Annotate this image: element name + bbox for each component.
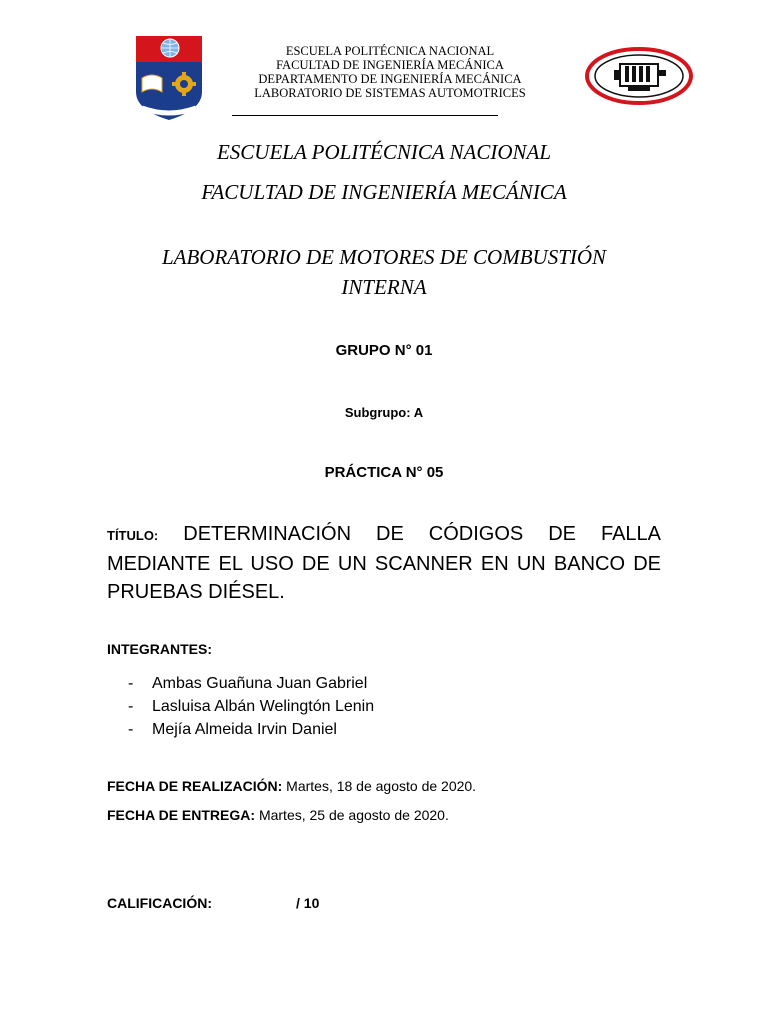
bullet: - [128,721,134,738]
date-performed-value: Martes, 18 de agosto de 2020. [286,778,477,794]
grade-label: CALIFICACIÓN: [107,895,212,911]
report-title [107,520,661,606]
automotive-laboratory-engine-logo [584,46,694,106]
header-line-2: FACULTAD DE INGENIERÍA MECÁNICA [276,58,504,72]
group-number: GRUPO N° 01 [335,342,433,359]
date-due-label: FECHA DE ENTREGA: [107,807,256,823]
bullet: - [128,698,134,715]
header-divider [232,115,498,116]
member-name: Mejía Almeida Irvin Daniel [152,721,337,738]
header-line-3: DEPARTAMENTO DE INGENIERÍA MECÁNICA [258,72,522,86]
epn-university-shield-logo [132,34,206,122]
members-list [128,672,374,741]
date-performed [107,778,476,794]
header-text [220,44,560,100]
header-line-1: ESCUELA POLITÉCNICA NACIONAL [285,44,495,58]
grade-value: / 10 [296,895,320,911]
members-label: INTEGRANTES: [107,641,212,657]
list-item [128,672,374,695]
list-item [128,718,374,741]
date-performed-label: FECHA DE REALIZACIÓN: [107,778,283,794]
lab-title-line-1: LABORATORIO DE MOTORES DE COMBUSTIÓN [161,245,607,269]
title-label: TÍTULO: [107,528,159,543]
date-due-value: Martes, 25 de agosto de 2020. [258,807,449,823]
subgroup: Subgrupo: A [344,405,424,420]
member-name: Lasluisa Albán Welingtón Lenin [152,698,375,715]
date-due [107,807,449,823]
faculty-title: FACULTAD DE INGENIERÍA MECÁNICA [201,180,567,204]
header-line-4: LABORATORIO DE SISTEMAS AUTOMOTRICES [254,86,526,100]
title-text: DETERMINACIÓN DE CÓDIGOS DE FALLA MEDIANTE EL USO DE UN SCANNER EN UN BANCO DE PRUEBAS DIÉSEL. [107,523,661,603]
institution-title: ESCUELA POLITÉCNICA NACIONAL [216,140,552,164]
lab-title-line-2: INTERNA [341,275,427,299]
list-item [128,695,374,718]
member-name: Ambas Guañuna Juan Gabriel [152,675,368,692]
bullet: - [128,675,134,692]
practice-number: PRÁCTICA N° 05 [324,464,444,481]
